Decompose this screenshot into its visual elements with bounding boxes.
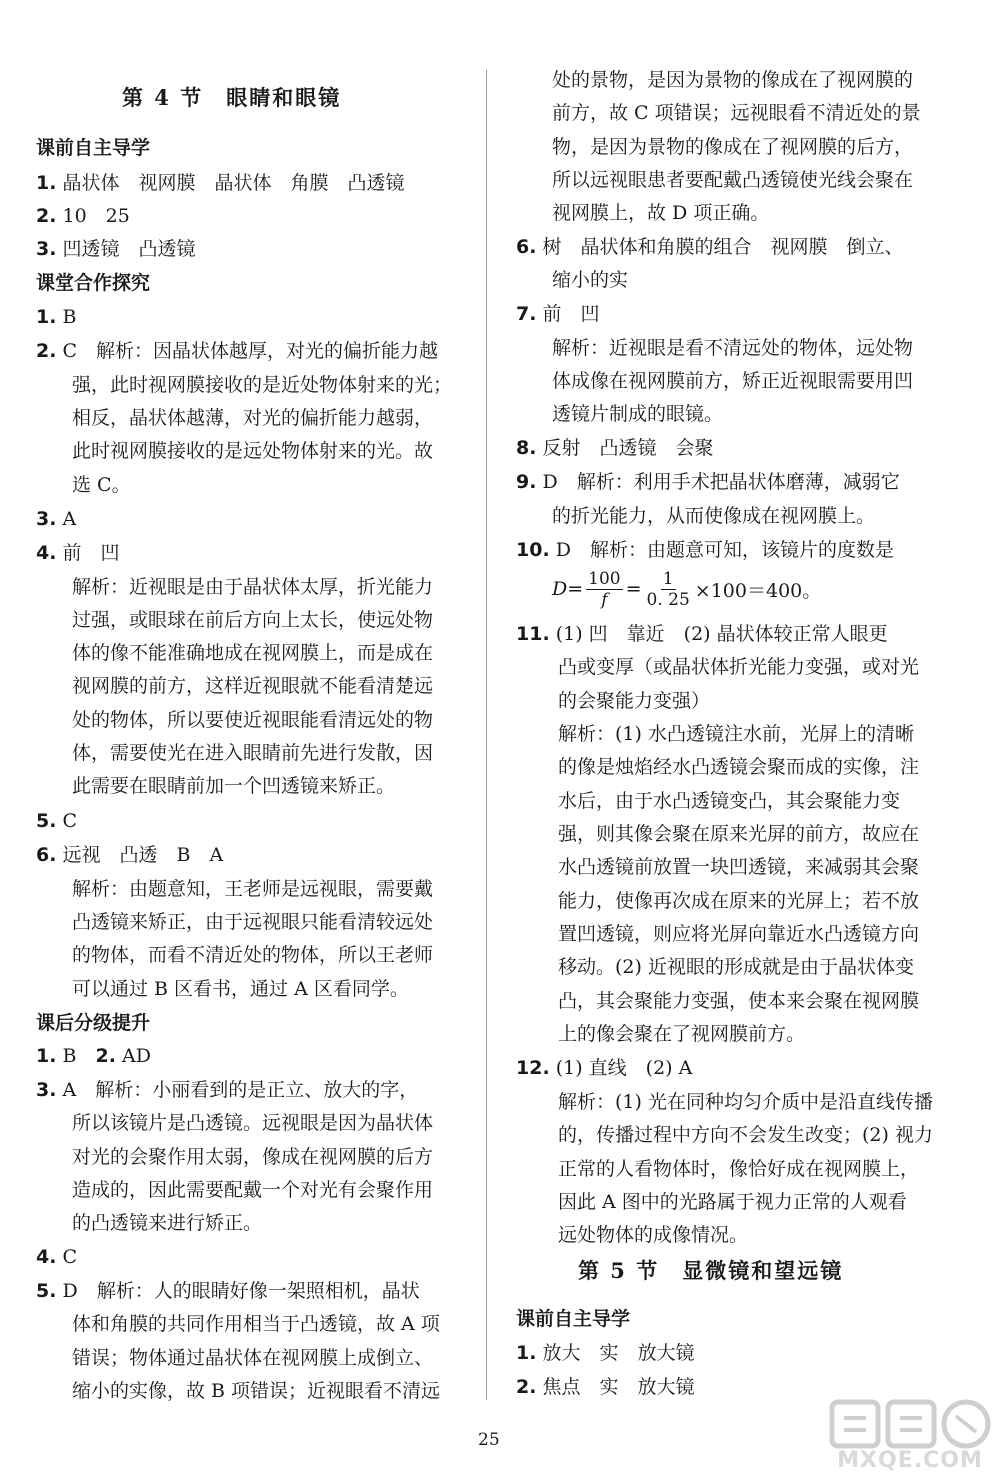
answer-line: 解析：(1) 光在同种均匀介质中是沿直线传播 [558,1091,933,1113]
answer-line: 能力，使像再次成在原来的光屏上；若不放 [558,890,920,912]
section-heading: 课后分级提升 [36,1012,151,1034]
answer-line: 的，传播过程中方向不会发生改变；(2) 视力 [558,1124,933,1146]
answer-line: 水后，由于水凸透镜变凸，其会聚能力变 [558,790,901,812]
answer-line: 的会聚能力变强） [558,690,711,712]
answer-line: 2. 焦点 实 放大镜 [516,1376,695,1398]
answer-line: 解析：由题意知，王老师是远视眼，需要戴 [72,878,434,900]
answer-line: 9. D 解析：利用手术把晶状体磨薄，减弱它 [516,471,900,493]
fraction: $\frac{100}{f}$ [588,568,621,610]
answer-line: 凸或变厚（或晶状体折光能力变强，或对光 [558,656,920,678]
answer-line: 视网膜上，故 D 项正确。 [552,202,770,224]
answer-line: 的凸透镜来进行矫正。 [72,1212,263,1234]
page-number: 25 [478,1430,500,1450]
answer-line: 解析：近视眼是看不清远处的物体，远处物 [552,337,914,359]
answer-line: 此需要在眼睛前加一个凹透镜来矫正。 [72,775,396,797]
answer-line: 3. A 解析：小丽看到的是正立、放大的字， [36,1079,419,1101]
answer-line: 处的物体，所以要使近视眼能看清远处的物 [72,709,434,731]
answer-line: 凸，其会聚能力变强，使本来会聚在视网膜 [558,990,920,1012]
answer-line: 解析：近视眼是由于晶状体太厚，折光能力 [72,576,434,598]
answer-line: 11. (1) 凹 靠近 (2) 晶状体较正常人眼更 [516,623,888,645]
answer-line: 置凹透镜，则应将光屏向靠近水凸透镜方向 [558,923,920,945]
answer-line: 2. 10 25 [36,205,130,227]
answer-line: 5. D 解析：人的眼睛好像一架照相机，晶状 [36,1280,420,1302]
answer-line: 造成的，因此需要配戴一个对光有会聚作用 [72,1179,434,1201]
answer-line: 可以通过 B 区看书，通过 A 区看同学。 [72,978,409,1000]
answer-line: 物，是因为景物的像成在了视网膜的后方， [552,136,914,158]
answer-line: 此时视网膜接收的是远处物体射来的光。故 [72,440,434,462]
section-heading: 课堂合作探究 [36,272,151,294]
lens-power-formula: D = $\frac{100}{f}$ = $\frac{1}{0. 25}$ ×100＝400。 [552,568,822,610]
answer-line: 所以该镜片是凸透镜。远视眼是因为晶状体 [72,1112,434,1134]
answer-line: 透镜片制成的眼镜。 [552,403,724,425]
answer-line: 过强，或眼球在前后方向上太长，使远处物 [72,609,434,631]
answer-line: 的像是烛焰经水凸透镜会聚而成的实像，注 [558,756,920,778]
answer-line: 因此 A 图中的光路属于视力正常的人观看 [558,1191,907,1213]
answer-line: 上的像会聚在了视网膜前方。 [558,1023,806,1045]
answer-line: 远处物体的成像情况。 [558,1224,749,1246]
section-heading: 课前自主导学 [516,1308,631,1330]
answer-line: 10. D 解析：由题意可知，该镜片的度数是 [516,539,894,561]
answer-line: 强，则其像会聚在原来光屏的前方，故应在 [558,823,920,845]
watermark-logo [826,1396,994,1476]
answer-line: 前方，故 C 项错误；远视眼看不清近处的景 [552,102,921,124]
answer-line: 凸透镜来矫正，由于远视眼只能看清较远处 [72,911,434,933]
answer-line: 体和角膜的共同作用相当于凸透镜，故 A 项 [72,1313,440,1335]
section-title: 第 5 节 显微镜和望远镜 [578,1258,844,1283]
answer-line: 视网膜的前方，这样近视眼就不能看清楚远 [72,675,434,697]
answer-line: 强，此时视网膜接收的是近处物体射来的光； [72,374,453,396]
answer-line: 相反，晶状体越薄，对光的偏折能力越弱， [72,407,434,429]
answer-line: 5. C [36,810,78,832]
section-heading: 课前自主导学 [36,137,151,159]
answer-line: 体的像不能准确地成在视网膜上，而是成在 [72,642,434,664]
answer-line: 12. (1) 直线 (2) A [516,1057,693,1079]
watermark-text: MXQE.COM [837,1448,983,1473]
answer-line: 1. B [36,306,77,328]
answer-line: 3. A [36,508,77,530]
answer-line: 对光的会聚作用太弱，像成在视网膜的后方 [72,1146,434,1168]
section-title: 第 4 节 眼睛和眼镜 [122,85,342,110]
answer-line: 的物体，而看不清近处的物体，所以王老师 [72,944,434,966]
answer-line: 体，需要使光在进入眼睛前先进行发散，因 [72,742,434,764]
answer-line: 所以远视眼患者要配戴凸透镜使光线会聚在 [552,169,914,191]
answer-line: 体成像在视网膜前方，矫正近视眼需要用凹 [552,370,914,392]
answer-line: 错误；物体通过晶状体在视网膜上成倒立、 [72,1347,434,1369]
answer-line: 6. 远视 凸透 B A [36,844,224,866]
answer-line: 1. 放大 实 放大镜 [516,1342,695,1364]
answer-line: 4. 前 凹 [36,542,120,564]
answer-line: 3. 凹透镜 凸透镜 [36,238,196,260]
fraction: $\frac{1}{0. 25}$ [646,568,690,610]
answer-line: 1. B 2. AD [36,1045,151,1067]
answer-line: 选 C。 [72,474,131,496]
answer-line: 4. C [36,1246,78,1268]
answer-line: 2. C 解析：因晶状体越厚，对光的偏折能力越 [36,340,439,362]
answer-line: 6. 树 晶状体和角膜的组合 视网膜 倒立、 [516,236,904,258]
column-divider [486,70,487,1400]
answer-line: 缩小的实 [552,269,629,291]
answer-line: 水凸透镜前放置一块凹透镜，来减弱其会聚 [558,856,920,878]
answer-line: 正常的人看物体时，像恰好成在视网膜上， [558,1158,920,1180]
answer-line: 1. 晶状体 视网膜 晶状体 角膜 凸透镜 [36,172,405,194]
watermark-emblem-icon [826,1396,994,1452]
answer-line: 7. 前 凹 [516,303,600,325]
answer-line: 解析：(1) 水凸透镜注水前，光屏上的清晰 [558,723,914,745]
answer-line: 的折光能力，从而使像成在视网膜上。 [552,505,876,527]
answer-line: 8. 反射 凸透镜 会聚 [516,437,714,459]
answer-line: 缩小的实像，故 B 项错误；近视眼看不清远 [72,1380,441,1402]
answer-line: 处的景物，是因为景物的像成在了视网膜的 [552,69,914,91]
answer-line: 移动。(2) 近视眼的形成就是由于晶状体变 [558,956,914,978]
